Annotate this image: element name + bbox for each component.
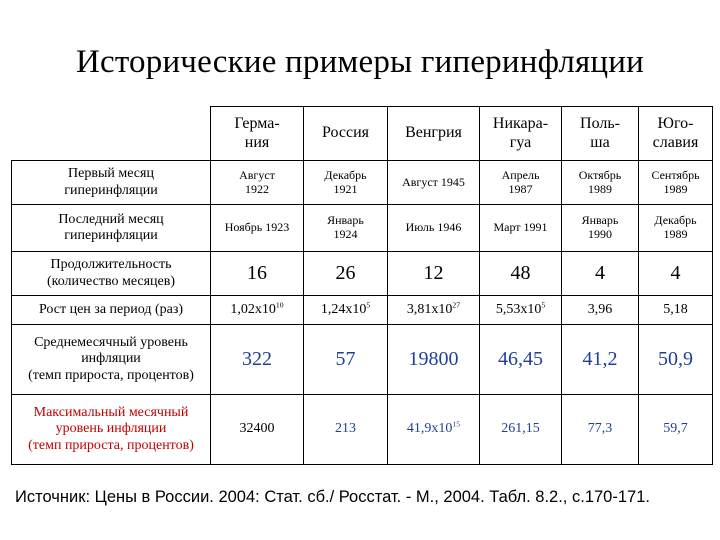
row-label	[12, 325, 211, 395]
cell-value: Август 1922	[239, 167, 275, 196]
cell-value: 19800	[408, 348, 459, 370]
table-cell	[304, 252, 388, 296]
cell-value: 48	[510, 262, 531, 284]
column-header-label: Россия	[321, 124, 370, 142]
cell-value: 50,9	[658, 348, 693, 370]
source-note: Источник: Цены в России. 2004: Стат. сб./ Росстат. - М., 2004. Табл. 8.2., с.170-171.	[15, 488, 650, 506]
table-cell	[211, 205, 304, 252]
cell-exponent: 10	[275, 300, 284, 310]
table-cell	[562, 395, 639, 465]
column-header-germany	[211, 107, 304, 161]
table-cell	[639, 252, 713, 296]
row-label	[12, 395, 211, 465]
cell-value: Ноябрь 1923	[224, 220, 290, 235]
row-label-text: Последний месяц гиперинфляции	[58, 211, 164, 243]
table-cell	[388, 395, 480, 465]
table-cell	[562, 325, 639, 395]
cell-value: Март 1991	[493, 220, 548, 235]
row-label	[12, 252, 211, 296]
table-cell	[480, 252, 562, 296]
table-cell	[639, 325, 713, 395]
table-row-price-growth	[12, 296, 713, 325]
cell-value: 4	[595, 262, 605, 284]
table-cell	[211, 325, 304, 395]
table-cell	[304, 161, 388, 205]
cell-value: Июль 1946	[405, 220, 462, 235]
corner-cell	[12, 107, 211, 161]
cell-value: 4	[670, 262, 681, 284]
cell-value: 12	[423, 262, 444, 284]
table-cell	[480, 205, 562, 252]
cell-value: 3,96	[587, 301, 613, 317]
cell-value: 5,53x10	[495, 301, 542, 317]
cell-value: Август 1945	[402, 174, 465, 189]
table-cell	[562, 161, 639, 205]
cell-value: 213	[335, 421, 356, 437]
table-cell	[388, 325, 480, 395]
table-row-max-monthly	[12, 395, 713, 465]
hyperinflation-table	[11, 106, 713, 465]
cell-value: 5,18	[663, 301, 688, 317]
table-cell	[304, 325, 388, 395]
table-cell	[211, 296, 304, 325]
cell-value: 1,02x10	[230, 301, 276, 317]
cell-value: 1,24x10	[320, 301, 367, 317]
table-cell	[562, 252, 639, 296]
table-row-duration	[12, 252, 713, 296]
row-label	[12, 161, 211, 205]
column-header-label: Юго- славия	[652, 115, 699, 151]
table-cell	[562, 296, 639, 325]
table-cell	[304, 205, 388, 252]
row-label	[12, 296, 211, 325]
cell-value: Сентябрь 1989	[651, 167, 700, 196]
cell-value: 46,45	[498, 348, 543, 370]
table-cell	[480, 395, 562, 465]
table-cell	[480, 161, 562, 205]
table-cell	[211, 161, 304, 205]
column-header-yugoslavia	[639, 107, 713, 161]
row-label-text: Среднемесячный уровень инфляции (темп прироста, процентов)	[28, 335, 194, 383]
column-header-label: Венгрия	[405, 124, 462, 142]
cell-value: Январь 1990	[581, 213, 619, 241]
cell-value: 3,81x10	[406, 301, 453, 317]
page-title: Исторические примеры гиперинфляции	[75, 44, 644, 80]
cell-value: 26	[335, 262, 356, 284]
table-row-last-month	[12, 205, 713, 252]
table-cell	[480, 325, 562, 395]
row-label	[12, 205, 211, 252]
column-header-poland	[562, 107, 639, 161]
cell-value: Октябрь 1989	[578, 167, 622, 196]
table-cell	[211, 252, 304, 296]
table-cell	[388, 252, 480, 296]
cell-exponent: 27	[452, 300, 461, 310]
table-row-first-month	[12, 161, 713, 205]
table-cell	[639, 205, 713, 252]
table-cell	[388, 205, 480, 252]
column-header-russia	[304, 107, 388, 161]
cell-value: 261,15	[501, 421, 540, 437]
column-header-label: Герма- ния	[234, 115, 280, 151]
cell-value: 322	[242, 348, 272, 370]
cell-value: 32400	[239, 421, 275, 437]
cell-value: 41,9x10	[406, 421, 453, 437]
column-header-label: Никара- гуа	[492, 115, 549, 151]
table-cell	[211, 395, 304, 465]
table-cell	[639, 395, 713, 465]
cell-value: Апрель 1987	[501, 167, 540, 196]
table-cell	[388, 161, 480, 205]
row-label-text: Продолжительность (количество месяцев)	[46, 257, 176, 289]
table-row-avg-monthly	[12, 325, 713, 395]
table-cell	[480, 296, 562, 325]
table-cell	[304, 395, 388, 465]
cell-value: 77,3	[587, 421, 613, 437]
table-cell	[639, 161, 713, 205]
column-header-label: Поль- ша	[580, 115, 620, 151]
cell-exponent: 15	[452, 419, 461, 429]
cell-value: 57	[335, 348, 356, 370]
column-header-hungary	[388, 107, 480, 161]
column-header-nicaragua	[480, 107, 562, 161]
table-cell	[639, 296, 713, 325]
table-cell	[562, 205, 639, 252]
cell-value: Декабрь 1989	[654, 213, 697, 241]
row-label-text: Рост цен за период (раз)	[38, 301, 184, 317]
table-header-row	[12, 107, 713, 161]
table-cell	[388, 296, 480, 325]
cell-value: Январь 1924	[327, 213, 364, 241]
cell-value: Декабрь 1921	[324, 167, 367, 196]
table-cell	[304, 296, 388, 325]
row-label-text: Максимальный месячный уровень инфляции (темп прироста, процентов)	[28, 405, 194, 453]
cell-value: 16	[247, 262, 267, 284]
cell-value: 59,7	[663, 421, 688, 437]
cell-exponent: 5	[541, 300, 546, 310]
cell-exponent: 5	[366, 300, 371, 310]
cell-value: 41,2	[582, 348, 618, 370]
row-label-text: Первый месяц гиперинфляции	[64, 166, 158, 198]
